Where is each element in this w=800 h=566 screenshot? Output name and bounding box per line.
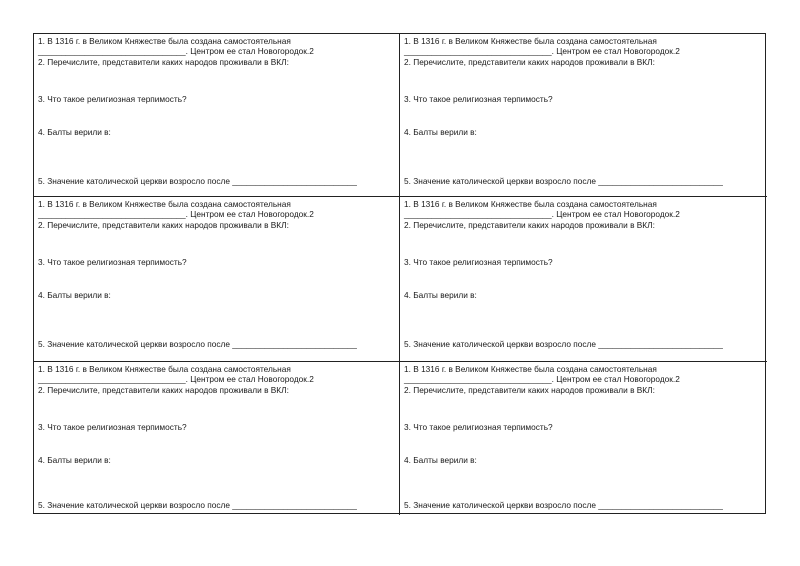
question-3: 3. Что такое религиозная терпимость? [38, 257, 187, 267]
question-4: 4. Балты верили в: [38, 290, 111, 300]
question-1-line-2: ________________________________. Центром ее стал Новогородок.2 [404, 209, 680, 219]
question-5: 5. Значение католической церкви возросло после ___________________________ [404, 176, 723, 186]
question-2: 2. Перечислите, представители каких народов проживали в ВКЛ: [38, 385, 289, 395]
question-3: 3. Что такое религиозная терпимость? [404, 422, 553, 432]
question-1-line-2: ________________________________. Центром ее стал Новогородок.2 [38, 374, 314, 384]
question-2: 2. Перечислите, представители каких народов проживали в ВКЛ: [38, 220, 289, 230]
question-3: 3. Что такое религиозная терпимость? [404, 257, 553, 267]
question-2: 2. Перечислите, представители каких народов проживали в ВКЛ: [38, 57, 289, 67]
question-4: 4. Балты верили в: [38, 455, 111, 465]
worksheet-card-5 [34, 362, 400, 515]
worksheet-card-3 [34, 197, 400, 362]
worksheet-card-6 [400, 362, 767, 515]
question-3: 3. Что такое религиозная терпимость? [38, 94, 187, 104]
worksheet-card-4 [400, 197, 767, 362]
question-4: 4. Балты верили в: [404, 290, 477, 300]
question-2: 2. Перечислите, представители каких народов проживали в ВКЛ: [404, 220, 655, 230]
question-5: 5. Значение католической церкви возросло после ___________________________ [38, 500, 357, 510]
question-5: 5. Значение католической церкви возросло после ___________________________ [38, 339, 357, 349]
question-1-line-1: 1. В 1316 г. в Великом Княжестве была создана самостоятельная [404, 364, 657, 374]
question-1-line-1: 1. В 1316 г. в Великом Княжестве была создана самостоятельная [38, 364, 291, 374]
question-1-line-1: 1. В 1316 г. в Великом Княжестве была создана самостоятельная [38, 36, 291, 46]
worksheet-card-1 [34, 34, 400, 197]
question-5: 5. Значение католической церкви возросло после ___________________________ [404, 339, 723, 349]
question-1-line-2: ________________________________. Центром ее стал Новогородок.2 [404, 374, 680, 384]
question-3: 3. Что такое религиозная терпимость? [404, 94, 553, 104]
question-1-line-1: 1. В 1316 г. в Великом Княжестве была создана самостоятельная [404, 36, 657, 46]
question-1-line-2: ________________________________. Центром ее стал Новогородок.2 [38, 46, 314, 56]
question-1-line-1: 1. В 1316 г. в Великом Княжестве была создана самостоятельная [404, 199, 657, 209]
question-4: 4. Балты верили в: [38, 127, 111, 137]
question-2: 2. Перечислите, представители каких народов проживали в ВКЛ: [404, 385, 655, 395]
question-4: 4. Балты верили в: [404, 127, 477, 137]
question-1-line-2: ________________________________. Центром ее стал Новогородок.2 [38, 209, 314, 219]
worksheet-card-2 [400, 34, 767, 197]
question-4: 4. Балты верили в: [404, 455, 477, 465]
question-2: 2. Перечислите, представители каких народов проживали в ВКЛ: [404, 57, 655, 67]
worksheet-grid [33, 33, 766, 514]
question-1-line-2: ________________________________. Центром ее стал Новогородок.2 [404, 46, 680, 56]
question-5: 5. Значение католической церкви возросло после ___________________________ [38, 176, 357, 186]
question-5: 5. Значение католической церкви возросло после ___________________________ [404, 500, 723, 510]
question-1-line-1: 1. В 1316 г. в Великом Княжестве была создана самостоятельная [38, 199, 291, 209]
question-3: 3. Что такое религиозная терпимость? [38, 422, 187, 432]
